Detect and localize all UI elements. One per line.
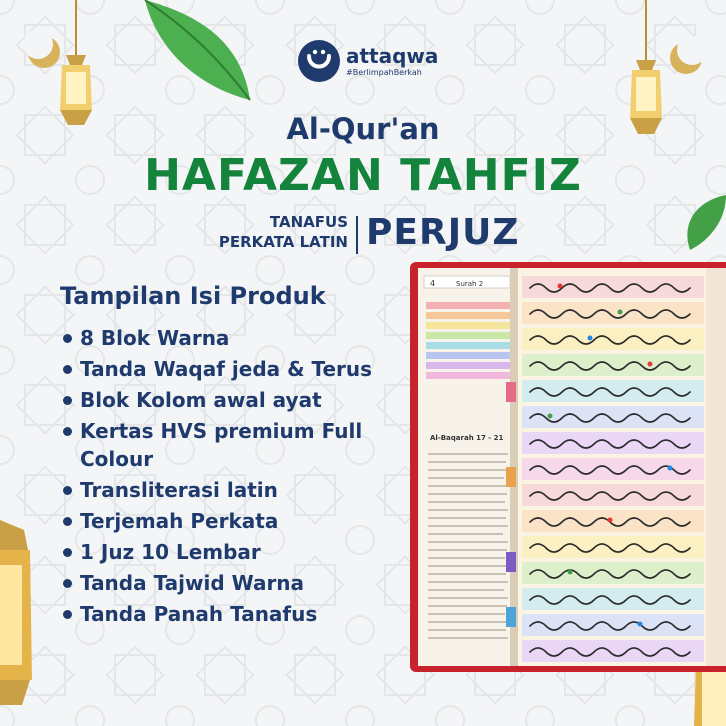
feature-item: Kertas HVS premium Full Colour bbox=[62, 417, 412, 473]
book-section-label: Al-Baqarah 17 - 21 bbox=[430, 434, 504, 442]
quran-book-image bbox=[410, 262, 726, 672]
subtitle-left-line1: TANAFUS bbox=[269, 213, 348, 231]
feature-item: Transliterasi latin bbox=[62, 476, 412, 504]
lantern-icon bbox=[690, 665, 726, 726]
subtitle-left bbox=[219, 212, 348, 252]
feature-list bbox=[62, 324, 412, 631]
leaf-icon bbox=[140, 0, 260, 105]
feature-item: 1 Juz 10 Lembar bbox=[62, 538, 412, 566]
book-page-number: 4 bbox=[430, 279, 436, 288]
section-heading: Tampilan Isi Produk bbox=[60, 282, 326, 310]
brand-tagline: #BerlimpahBerkah bbox=[346, 67, 422, 77]
lantern-icon bbox=[0, 520, 34, 726]
book-surah-tag: Surah 2 bbox=[456, 280, 484, 288]
feature-item: Tanda Waqaf jeda & Terus bbox=[62, 355, 412, 383]
feature-item: Tanda Panah Tanafus bbox=[62, 600, 412, 628]
subtitle-divider bbox=[356, 216, 358, 254]
title-main: HAFAZAN TAHFIZ bbox=[144, 150, 582, 201]
crescent-moon-icon bbox=[664, 36, 708, 80]
brand-logo-icon bbox=[298, 40, 340, 82]
subtitle-right: PERJUZ bbox=[366, 212, 520, 253]
subtitle-left-line2: PERKATA LATIN bbox=[218, 233, 348, 251]
feature-item: Tanda Tajwid Warna bbox=[62, 569, 412, 597]
brand-name: attaqwa bbox=[346, 43, 439, 68]
brand-logo bbox=[298, 40, 438, 82]
feature-item: Terjemah Perkata bbox=[62, 507, 412, 535]
feature-item: 8 Blok Warna bbox=[62, 324, 412, 352]
title-line1: Al-Qur'an bbox=[286, 112, 440, 146]
subtitle bbox=[170, 210, 570, 260]
feature-item: Blok Kolom awal ayat bbox=[62, 386, 412, 414]
leaf-icon bbox=[680, 195, 726, 250]
